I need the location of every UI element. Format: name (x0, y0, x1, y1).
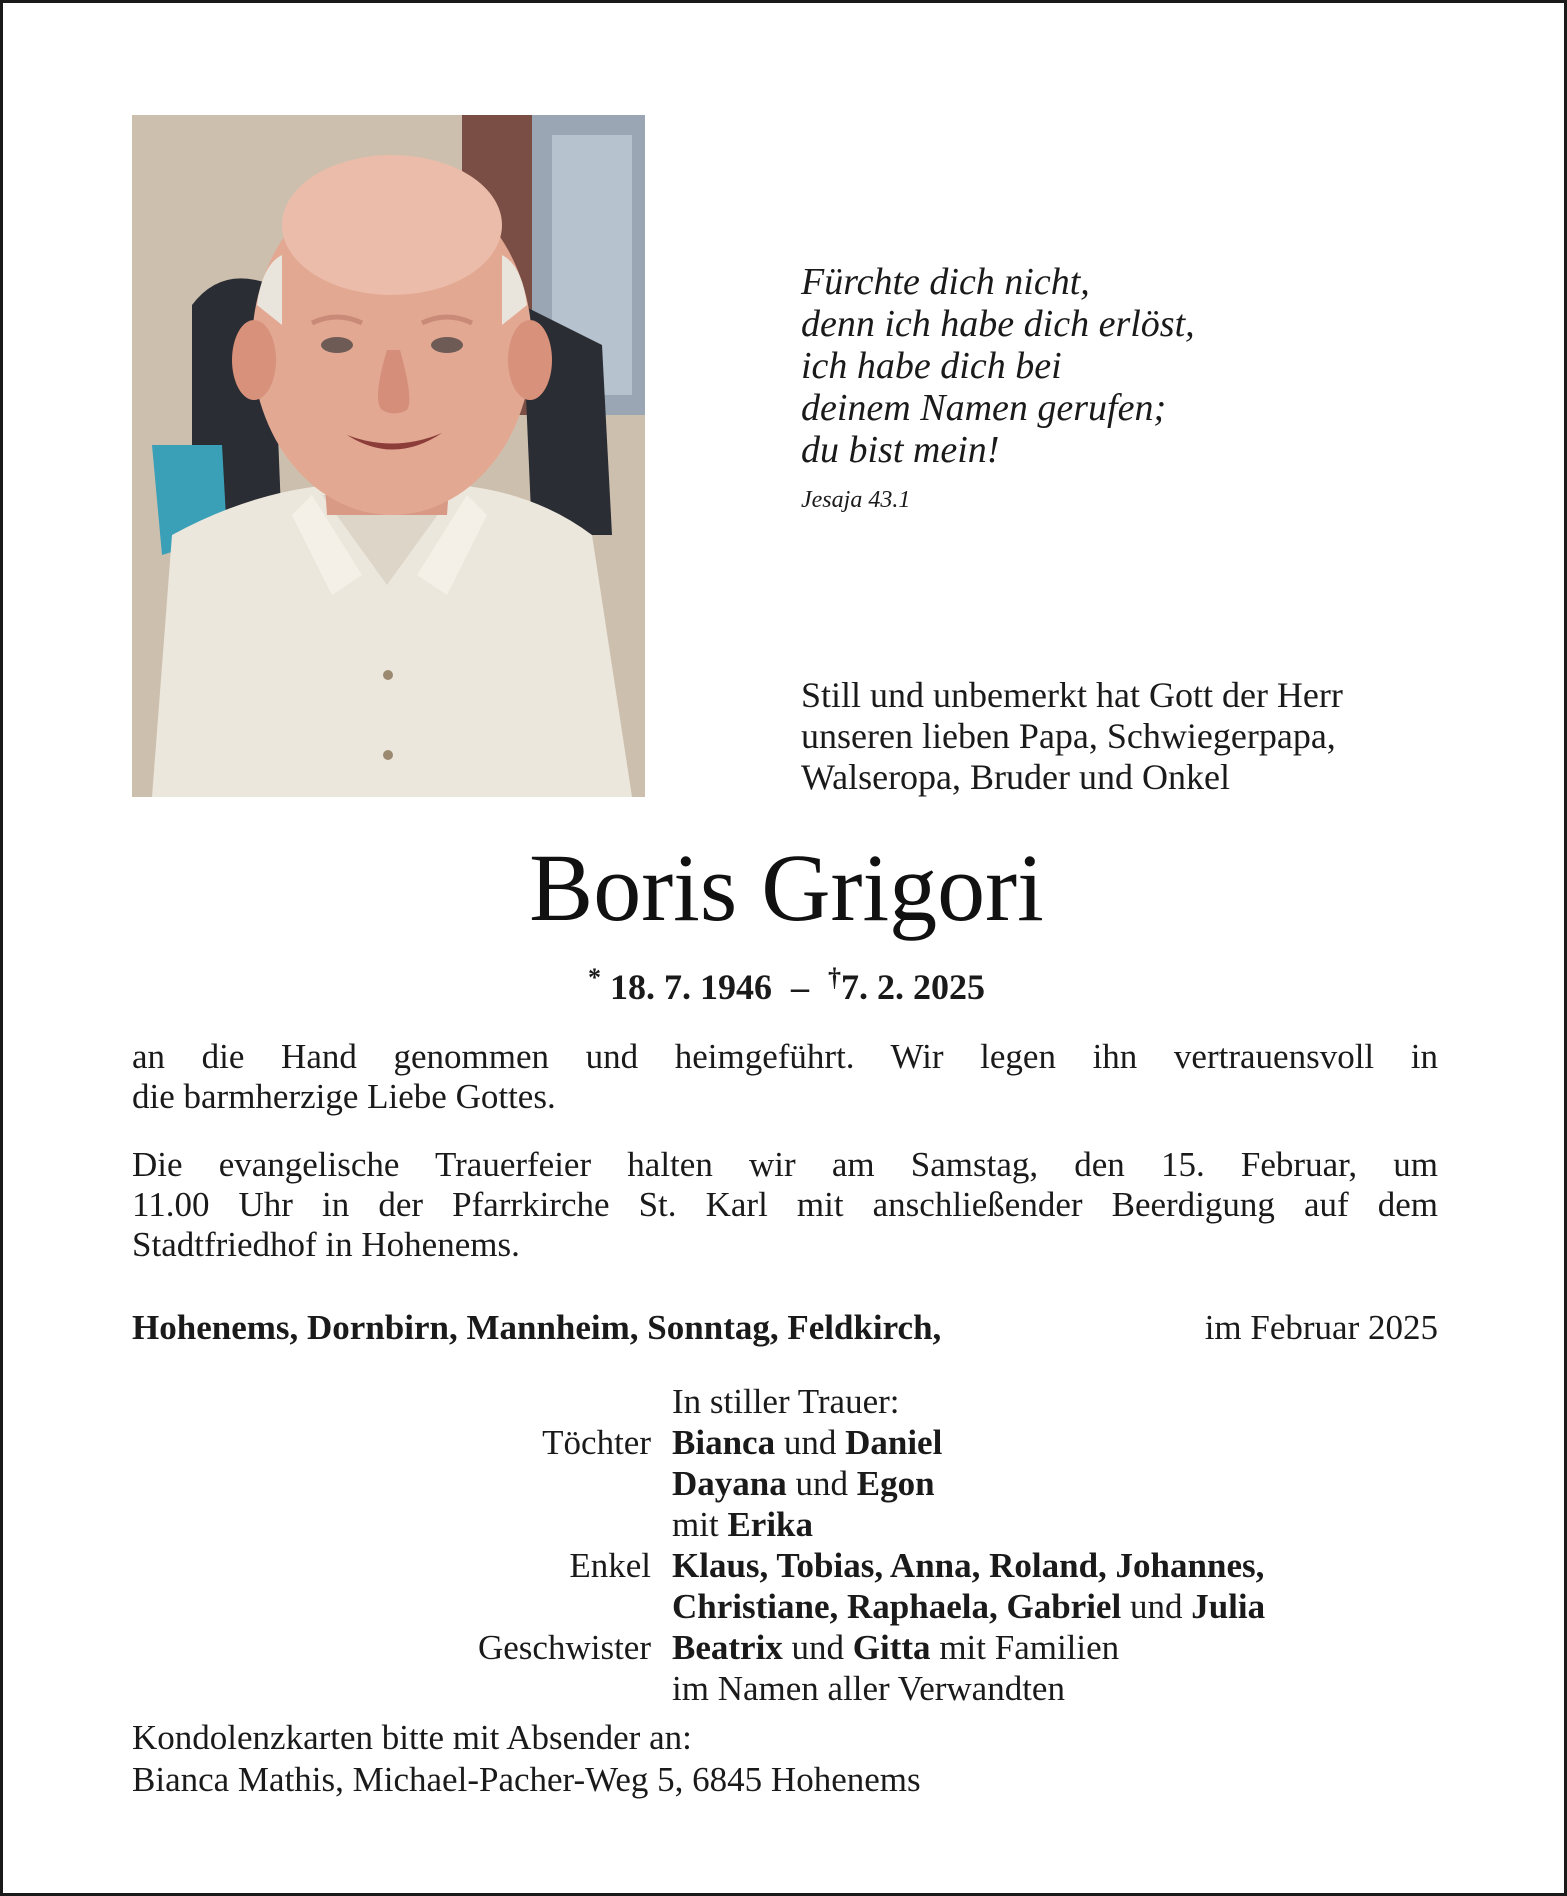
role-label: Enkel (569, 1546, 651, 1585)
mourning-closing: im Namen aller Verwandten (672, 1669, 1065, 1708)
mourner-names (672, 1422, 942, 1463)
places: Hohenems, Dornbirn, Mannheim, Sonntag, Feldkirch, (132, 1308, 942, 1347)
mourner-name: Dayana (672, 1464, 787, 1503)
mourners-list (3, 1381, 1567, 1709)
mourner-name: Daniel (845, 1423, 943, 1462)
mourner-name: Bianca (672, 1423, 776, 1462)
quote-line: deinem Namen gerufen; (801, 387, 1167, 429)
place-date-line (132, 1308, 1438, 1348)
intro-line: Walseropa, Bruder und Onkel (801, 757, 1230, 797)
quote-source: Jesaja 43.1 (801, 487, 911, 513)
mourner-names (672, 1545, 1264, 1586)
birth-date: 18. 7. 1946 (610, 967, 772, 1007)
paragraph-line: Stadtfriedhof in Hohenems. (132, 1225, 520, 1264)
conjunction: und (783, 1423, 837, 1462)
paragraph-homecoming (132, 1037, 1438, 1117)
paragraph-line: an die Hand genommen und heimgeführt. Wir legen ihn vertrauensvoll in (132, 1037, 1438, 1076)
conjunction: mit (672, 1505, 719, 1544)
death-date: 7. 2. 2025 (841, 967, 985, 1007)
conjunction: und (795, 1464, 848, 1503)
life-dates (3, 963, 1567, 1008)
date-dash: – (791, 967, 809, 1007)
intro-line: Still und unbemerkt hat Gott der Herr (801, 675, 1343, 715)
deceased-name: Boris Grigori (529, 834, 1044, 941)
mourner-name: Erika (727, 1505, 814, 1544)
condolence-contact (132, 1717, 921, 1801)
quote-line: du bist mein! (801, 429, 1000, 471)
contact-line: Kondolenzkarten bitte mit Absender an: (132, 1718, 692, 1757)
intro-line: unseren lieben Papa, Schwiegerpapa, (801, 716, 1336, 756)
conjunction: und (791, 1628, 845, 1667)
mourner-names (672, 1627, 1119, 1668)
month-year: im Februar 2025 (1204, 1308, 1438, 1347)
died-symbol: † (828, 963, 841, 992)
intro-text (801, 675, 1501, 798)
conjunction: und (1129, 1587, 1183, 1626)
paragraph-line: 11.00 Uhr in der Pfarrkirche St. Karl mit anschließender Beerdigung auf dem (132, 1185, 1438, 1224)
mourner-name: Julia (1191, 1587, 1266, 1626)
portrait-photo (132, 115, 645, 797)
mourner-name: Christiane, Raphaela, Gabriel (672, 1587, 1122, 1626)
family-suffix: mit Familien (939, 1628, 1120, 1667)
mourner-names (672, 1586, 1265, 1627)
quote-line: denn ich habe dich erlöst, (801, 303, 1195, 345)
mourner-name: Beatrix (672, 1628, 783, 1667)
paragraph-funeral (132, 1145, 1438, 1265)
mourning-heading: In stiller Trauer: (672, 1382, 900, 1421)
paragraph-line: die barmherzige Liebe Gottes. (132, 1077, 556, 1116)
paragraph-line: Die evangelische Trauerfeier halten wir am Samstag, den 15. Februar, um (132, 1145, 1438, 1184)
mourner-names (672, 1504, 813, 1545)
contact-address: Bianca Mathis, Michael-Pacher-Weg 5, 6845 Hohenems (132, 1760, 921, 1799)
portrait-illustration (132, 115, 645, 797)
role-label: Töchter (542, 1423, 651, 1462)
role-label: Geschwister (477, 1628, 651, 1667)
mourner-name: Klaus, Tobias, Anna, Roland, Johannes, (672, 1546, 1265, 1585)
mourner-name: Gitta (852, 1628, 931, 1667)
born-symbol: * (588, 963, 601, 992)
quote-line: ich habe dich bei (801, 345, 1062, 387)
mourner-names (672, 1463, 935, 1504)
bible-quote (801, 261, 1501, 471)
mourner-name: Egon (856, 1464, 935, 1503)
quote-line: Fürchte dich nicht, (801, 261, 1090, 303)
